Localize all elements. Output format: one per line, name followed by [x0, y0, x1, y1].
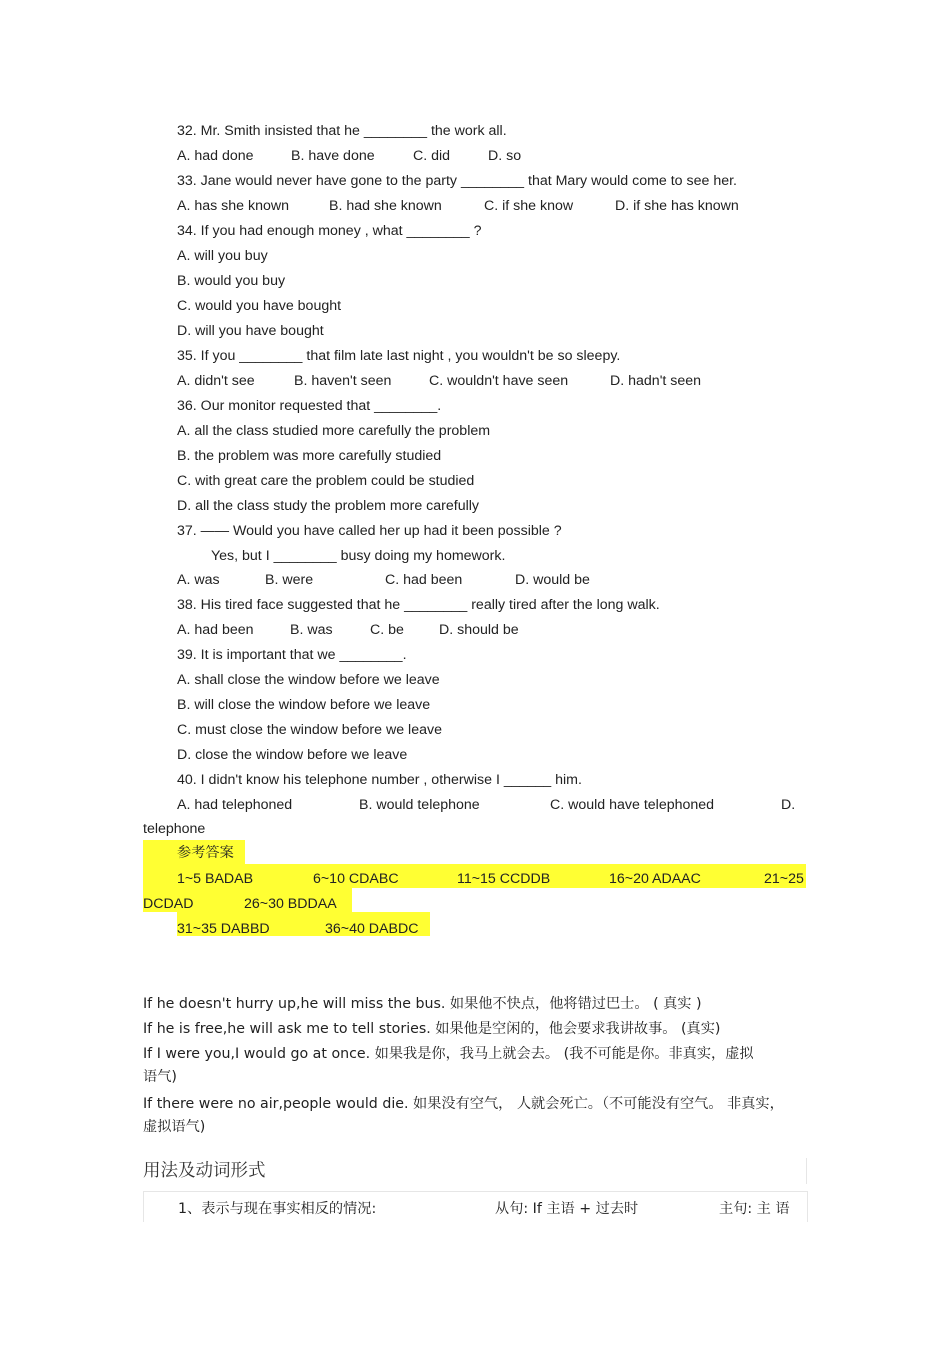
option: B. were: [265, 572, 314, 588]
option: C. wouldn't have seen: [429, 373, 569, 389]
answers-line-2: [143, 895, 337, 913]
option: A. didn't see: [177, 373, 255, 389]
options-32: [177, 147, 521, 165]
example-2: If he is free,he will ask me to tell stories. 如果他是空闲的，他会要求我讲故事。 (真实): [143, 1021, 721, 1037]
option: C. must close the window before we leave: [177, 722, 442, 738]
options-40: [177, 796, 806, 814]
option: D. so: [488, 148, 522, 164]
answer-group: DCDAD: [143, 896, 194, 912]
option: D. would be: [515, 572, 590, 588]
table-cell-clause: 从句: If 主语 + 过去时: [495, 1201, 639, 1217]
option: B. would you buy: [177, 273, 286, 289]
option: A. shall close the window before we leave: [177, 672, 440, 688]
answers-title: 参考答案: [177, 845, 234, 861]
question-35: 35. If you ________ that film late last night , you wouldn't be so sleepy.: [177, 348, 621, 364]
answer-group: 36~40 DABDC: [325, 921, 419, 937]
example-1: If he doesn't hurry up,he will miss the bus. 如果他不快点，他将错过巴士。 ( 真实 ): [143, 996, 702, 1012]
option: C. would you have bought: [177, 298, 342, 314]
option: D. if she has known: [615, 198, 739, 214]
answers-line-1: [177, 870, 804, 888]
answers-line-3: [177, 920, 418, 938]
option: B. will close the window before we leave: [177, 697, 431, 713]
example-3-wrap: 语气): [143, 1069, 177, 1085]
option: C. had been: [385, 572, 463, 588]
question-40: 40. I didn't know his telephone number , otherwise I ______ him.: [177, 772, 582, 788]
answer-group: 31~35 DABBD: [177, 921, 270, 937]
answer-group: 11~15 CCDDB: [457, 871, 551, 887]
answer-group: 26~30 BDDAA: [244, 896, 337, 912]
option: C. be: [370, 622, 404, 638]
option: A. had been: [177, 622, 254, 638]
question-38: 38. His tired face suggested that he ________ really tired after the long walk.: [177, 597, 660, 613]
option: B. have done: [291, 148, 375, 164]
option: D. hadn't seen: [610, 373, 702, 389]
example-3: If I were you,I would go at once. 如果我是你，我马上就会去。 (我不可能是你。非真实，虚拟: [143, 1046, 754, 1062]
option: A. has she known: [177, 198, 289, 214]
option: A. will you buy: [177, 248, 268, 264]
option: C. if she know: [484, 198, 574, 214]
option: A. all the class studied more carefully the problem: [177, 423, 491, 439]
question-32: 32. Mr. Smith insisted that he ________ the work all.: [177, 123, 507, 139]
option: D. should be: [439, 622, 519, 638]
question-33: 33. Jane would never have gone to the party ________ that Mary would come to see her.: [177, 173, 737, 189]
option: B. haven't seen: [294, 373, 392, 389]
answer-group: 1~5 BADAB: [177, 871, 254, 887]
option: D. all the class study the problem more carefully: [177, 498, 480, 514]
question-37: 37. —— Would you have called her up had it been possible ?: [177, 523, 562, 539]
option-wrap: telephone: [143, 821, 206, 837]
example-4: If there were no air,people would die. 如果没有空气， 人就会死亡。（不可能没有空气。 非真实，: [143, 1096, 784, 1112]
question-39: 39. It is important that we ________.: [177, 647, 407, 663]
question-37-reply: Yes, but I ________ busy doing my homework.: [211, 548, 506, 564]
answer-group: 6~10 CDABC: [313, 871, 399, 887]
option: D.: [781, 797, 796, 813]
option: C. would have telephoned: [550, 797, 715, 813]
section-heading: 用法及动词形式: [143, 1158, 807, 1184]
options-38: [177, 621, 519, 639]
option: B. had she known: [329, 198, 442, 214]
table-cell-condition: 1、表示与现在事实相反的情况:: [178, 1201, 377, 1217]
answer-group: 21~25: [764, 871, 804, 887]
options-37: [177, 571, 590, 589]
option: C. did: [413, 148, 451, 164]
option: D. will you have bought: [177, 323, 324, 339]
options-33: [177, 197, 739, 215]
option: D. close the window before we leave: [177, 747, 408, 763]
answer-group: 16~20 ADAAC: [609, 871, 701, 887]
option: B. would telephone: [359, 797, 480, 813]
question-36: 36. Our monitor requested that ________.: [177, 398, 442, 414]
option: B. the problem was more carefully studied: [177, 448, 442, 464]
option: A. had telephoned: [177, 797, 293, 813]
table-cell-main: 主句: 主 语: [719, 1201, 790, 1217]
option: A. had done: [177, 148, 254, 164]
usage-table-row: [143, 1191, 808, 1222]
options-35: [177, 372, 701, 390]
option: B. was: [290, 622, 333, 638]
example-4-wrap: 虚拟语气): [143, 1119, 206, 1135]
question-34: 34. If you had enough money , what ________ ?: [177, 223, 482, 239]
option: C. with great care the problem could be studied: [177, 473, 475, 489]
option: A. was: [177, 572, 220, 588]
